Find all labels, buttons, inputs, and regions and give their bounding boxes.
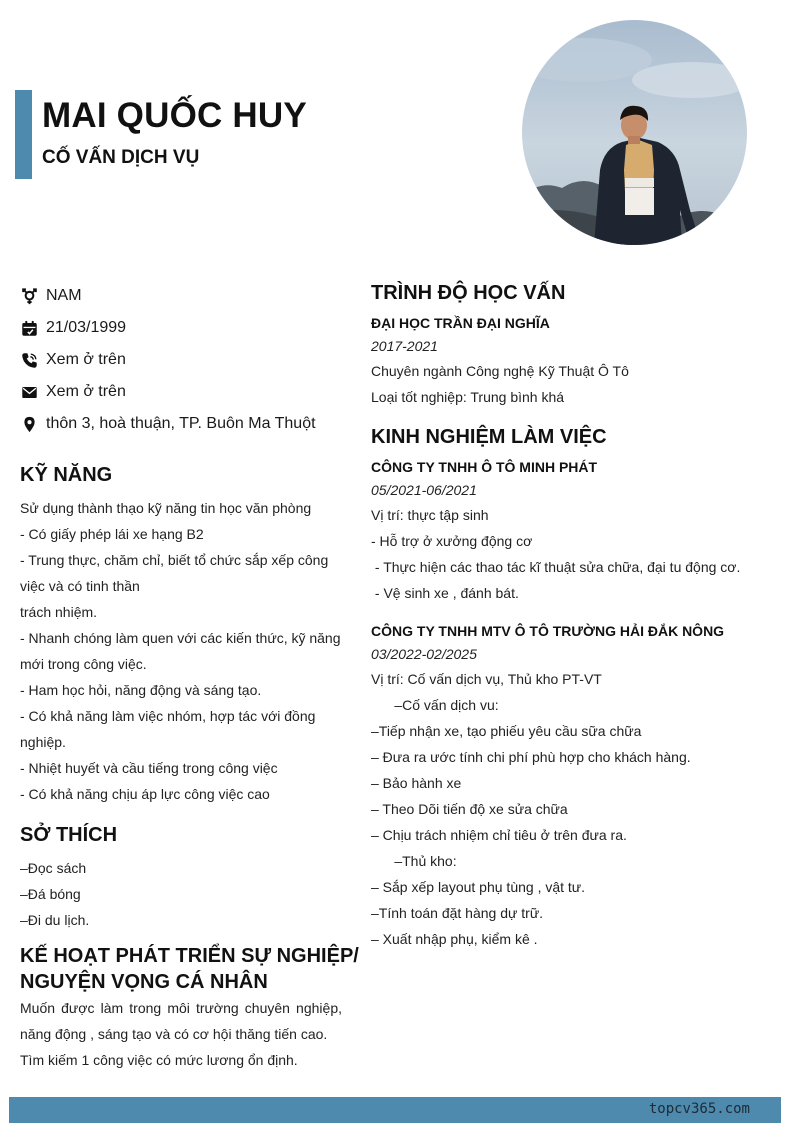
job-line: - Thực hiện các thao tác kĩ thuật sửa chữa, đại tu động cơ. xyxy=(371,559,741,575)
school-name: ĐẠI HỌC TRẦN ĐẠI NGHĨA xyxy=(371,315,550,331)
education-major: Chuyên ngành Công nghệ Kỹ Thuật Ô Tô xyxy=(371,363,629,379)
hobby-item: –Đọc sách xyxy=(20,860,87,876)
right-column xyxy=(371,282,771,952)
career-plan-line: Muốn được làm trong môi trường chuyên nghiệp, xyxy=(20,1000,342,1016)
skills-line: - Có khả năng làm việc nhóm, hợp tác với đồng xyxy=(20,708,316,724)
calendar-icon xyxy=(20,319,38,337)
phone-icon xyxy=(20,351,38,369)
hobbies-section xyxy=(20,824,342,933)
skills-line: - Có khả năng chịu áp lực công việc cao xyxy=(20,786,270,802)
footer-bar xyxy=(9,1097,781,1123)
contact-phone xyxy=(20,344,342,376)
skills-heading: KỸ NĂNG xyxy=(20,464,113,486)
hobbies-heading: SỞ THÍCH xyxy=(20,824,118,846)
skills-line: nghiệp. xyxy=(20,734,66,750)
skills-line: Sử dụng thành thạo kỹ năng tin học văn phòng xyxy=(20,500,312,516)
location-pin-icon xyxy=(20,415,38,433)
contact-gender-text: NAM xyxy=(46,287,82,304)
footer-watermark: topcv365.com xyxy=(648,1101,750,1117)
job-line: –Tính toán đặt hàng dự trữ. xyxy=(371,905,544,921)
job-line: – Bảo hành xe xyxy=(371,775,462,791)
contact-gender xyxy=(20,280,342,312)
job-period: 03/2022-02/2025 xyxy=(371,646,477,662)
skills-section xyxy=(20,464,342,807)
skills-line: - Ham học hỏi, năng động và sáng tạo. xyxy=(20,682,262,698)
education-section xyxy=(371,282,771,410)
job-line: –Tiếp nhận xe, tạo phiếu yêu cầu sữa chữa xyxy=(371,723,642,739)
candidate-name: MAI QUỐC HUY xyxy=(42,96,307,135)
job-line: – Sắp xếp layout phụ tùng , vật tư. xyxy=(371,879,586,895)
hobby-item: –Đá bóng xyxy=(20,886,81,902)
job-line: – Đưa ra ước tính chi phí phù hợp cho khách hàng. xyxy=(371,749,691,765)
job-entry xyxy=(371,619,771,952)
experience-heading: KINH NGHIỆM LÀM VIỆC xyxy=(371,426,607,448)
education-grade: Loại tốt nghiệp: Trung bình khá xyxy=(371,389,565,405)
job-line: – Theo Dõi tiến độ xe sửa chữa xyxy=(371,801,568,817)
job-line: Vị trí: thực tập sinh xyxy=(371,507,489,523)
career-plan-line: Tìm kiếm 1 công việc có mức lương ổn định. xyxy=(20,1052,298,1068)
skills-line: việc và có tinh thần xyxy=(20,578,140,594)
career-plan-heading xyxy=(20,943,359,995)
left-column xyxy=(20,280,359,1073)
contact-info xyxy=(20,280,342,440)
profile-photo xyxy=(522,20,747,245)
career-plan-heading-line1: KẾ HOẠT PHÁT TRIỂN SỰ NGHIỆP/ xyxy=(20,945,359,967)
career-plan-heading-line2: NGUYỆN VỌNG CÁ NHÂN xyxy=(20,971,268,993)
envelope-icon xyxy=(20,383,38,401)
contact-address-text: thôn 3, hoà thuận, TP. Buôn Ma Thuột xyxy=(46,415,316,432)
contact-birthdate-text: 21/03/1999 xyxy=(46,319,127,336)
job-line: - Vệ sinh xe , đánh bát. xyxy=(371,585,519,601)
job-line: - Hỗ trợ ở xưởng động cơ xyxy=(371,533,533,549)
job-line: – Chịu trách nhiệm chỉ tiêu ở trên đưa ra. xyxy=(371,827,627,843)
job-line: –Cố vấn dịch vu: xyxy=(371,697,499,713)
contact-birthdate xyxy=(20,312,342,344)
job-line: –Thủ kho: xyxy=(371,853,457,869)
contact-phone-text: Xem ở trên xyxy=(46,351,126,368)
job-entry xyxy=(371,455,771,606)
skills-line: - Có giấy phép lái xe hạng B2 xyxy=(20,526,204,542)
job-title: CỐ VẤN DỊCH VỤ xyxy=(42,147,200,168)
skills-line: mới trong công việc. xyxy=(20,656,147,672)
education-years: 2017-2021 xyxy=(371,338,438,354)
job-line: – Xuất nhập phụ, kiểm kê . xyxy=(371,931,538,947)
gender-icon xyxy=(20,287,38,305)
experience-section xyxy=(371,426,771,952)
career-plan-line: năng động , sáng tạo và có cơ hội thăng tiến cao. xyxy=(20,1026,328,1042)
skills-line: trách nhiệm. xyxy=(20,604,98,620)
avatar xyxy=(522,20,747,245)
header-accent-bar xyxy=(15,90,32,179)
company-name: CÔNG TY TNHH MTV Ô TÔ TRƯỜNG HẢI ĐẮK NÔNG xyxy=(371,623,725,639)
job-line: Vị trí: Cố vấn dịch vụ, Thủ kho PT-VT xyxy=(371,671,602,687)
career-plan-section xyxy=(20,943,359,1073)
company-name: CÔNG TY TNHH Ô TÔ MINH PHÁT xyxy=(371,459,598,475)
contact-email-text: Xem ở trên xyxy=(46,383,126,400)
skills-line: - Nhanh chóng làm quen với các kiến thức, kỹ năng xyxy=(20,630,341,646)
skills-line: - Nhiệt huyết và cầu tiếng trong công việc xyxy=(20,760,278,776)
contact-email xyxy=(20,376,342,408)
contact-address xyxy=(20,408,342,440)
hobby-item: –Đi du lịch. xyxy=(20,912,90,928)
education-heading: TRÌNH ĐỘ HỌC VẤN xyxy=(371,282,566,304)
skills-line: - Trung thực, chăm chỉ, biết tổ chức sắp xếp công xyxy=(20,552,329,568)
job-period: 05/2021-06/2021 xyxy=(371,482,477,498)
